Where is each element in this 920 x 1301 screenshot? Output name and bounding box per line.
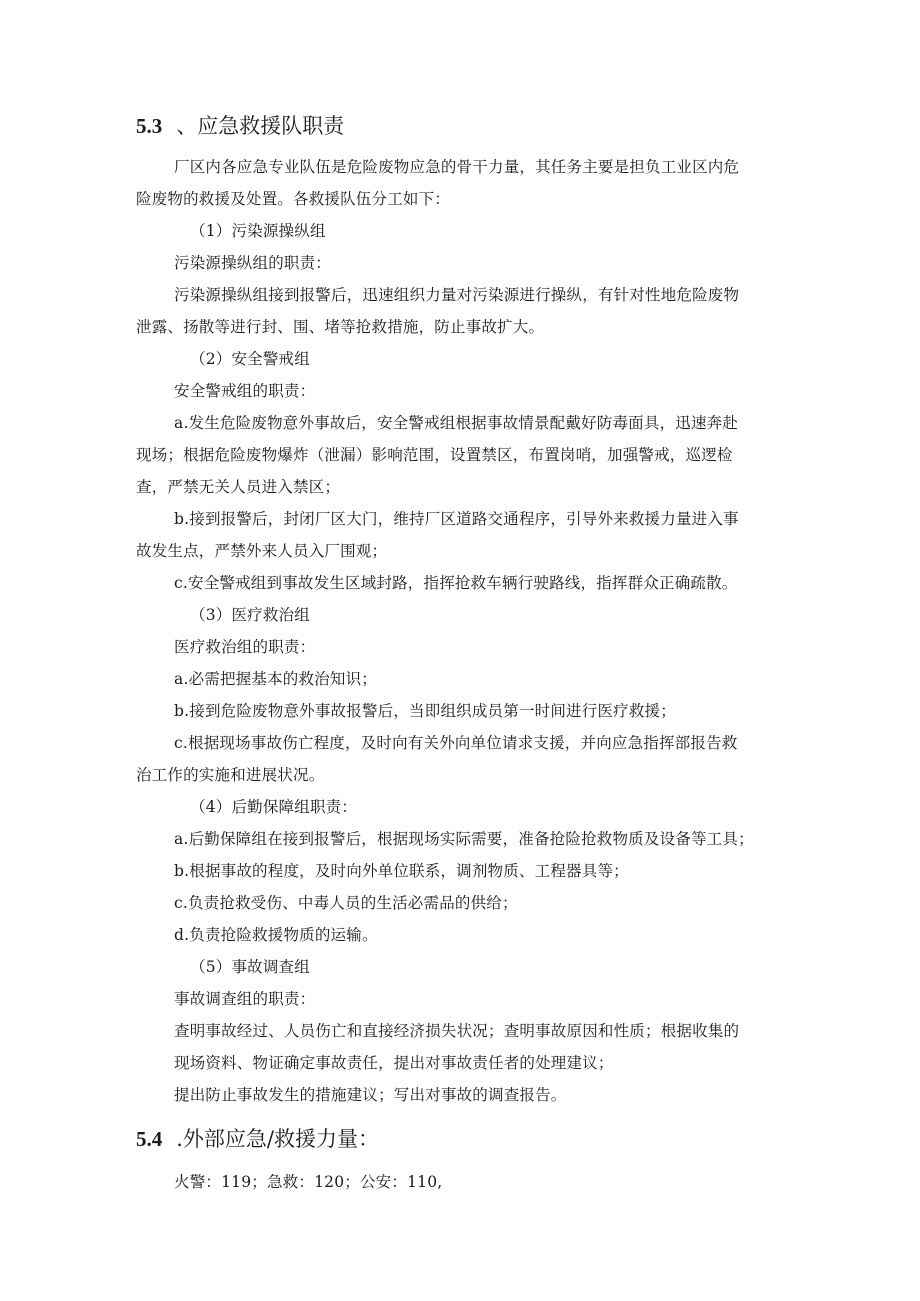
- paragraph-line: c.安全警戒组到事故发生区域封路，指挥抢救车辆行驶路线，指挥群众正确疏散。: [174, 574, 738, 592]
- paragraph-line: a.后勤保障组在接到报警后，根据现场实际需要，准备抢险抢救物质及设备等工具；: [174, 830, 754, 848]
- paragraph-line: 查，严禁无关人员进入禁区；: [136, 478, 341, 496]
- paragraph-line: a.必需把握基本的救治知识；: [174, 670, 377, 688]
- paragraph-line: 厂区内各应急专业队伍是危险废物应急的骨干力量，其任务主要是担负工业区内危: [174, 158, 740, 176]
- subsection-heading: （5）事故调查组: [190, 958, 310, 976]
- paragraph-line: c.负责抢救受伤、中毒人员的生活必需品的供给；: [174, 894, 518, 912]
- paragraph-line: 故发生点，严禁外来人员入厂围观；: [136, 542, 388, 560]
- subsection-heading: （3）医疗救治组: [190, 606, 310, 624]
- paragraph-line: 医疗救治组的职责：: [174, 638, 316, 656]
- paragraph-line: b.接到危险废物意外事故报警后，当即组织成员第一时间进行医疗救援；: [174, 702, 676, 720]
- section-title: .外部应急/救援力量：: [176, 1127, 379, 1151]
- section-heading-5-3: [136, 113, 344, 139]
- paragraph-line: 提出防止事故发生的措施建议；写出对事故的调查报告。: [174, 1086, 567, 1104]
- paragraph-line: b.根据事故的程度，及时向外单位联系，调剂物质、工程器具等；: [174, 862, 629, 880]
- subsection-heading: （2）安全警戒组: [190, 350, 310, 368]
- paragraph-line: 污染源操纵组接到报警后，迅速组织力量对污染源进行操纵，有针对性地危险废物: [174, 286, 740, 304]
- paragraph-line: 现场；根据危险废物爆炸（泄漏）影响范围，设置禁区，布置岗哨，加强警戒，巡逻检: [136, 446, 733, 464]
- subsection-heading: （1）污染源操纵组: [190, 222, 326, 240]
- section-number: 5.3: [136, 114, 163, 138]
- paragraph-line: b.接到报警后，封闭厂区大门，维持厂区道路交通程序，引导外来救援力量进入事: [174, 510, 739, 528]
- paragraph-line: 事故调查组的职责：: [174, 990, 316, 1008]
- paragraph-line: a.发生危险废物意外事故后，安全警戒组根据事故情景配戴好防毒面具，迅速奔赴: [174, 414, 739, 432]
- paragraph-line: 治工作的实施和进展状况。: [136, 766, 325, 784]
- paragraph-line: c.根据现场事故伤亡程度，及时向有关外向单位请求支援，并向应急指挥部报告救: [174, 734, 738, 752]
- paragraph-line: d.负责抢险救援物质的运输。: [174, 926, 378, 944]
- section-heading-5-4: [136, 1126, 379, 1152]
- paragraph-line: 险废物的救援及处置。各救援队伍分工如下：: [136, 190, 451, 208]
- paragraph-line: 现场资料、物证确定事故责任，提出对事故责任者的处理建议；: [174, 1054, 614, 1072]
- subsection-heading: （4）后勤保障组职责：: [190, 798, 358, 816]
- paragraph-line: 污染源操纵组的职责：: [174, 254, 332, 272]
- section-title: 、应急救援队职责: [176, 114, 345, 138]
- section-number: 5.4: [136, 1127, 163, 1151]
- paragraph-line: 安全警戒组的职责：: [174, 382, 316, 400]
- emergency-numbers: 火警：119；急救：120；公安：110,: [174, 1173, 443, 1191]
- paragraph-line: 查明事故经过、人员伤亡和直接经济损失状况；查明事故原因和性质；根据收集的: [174, 1022, 740, 1040]
- paragraph-line: 泄露、扬散等进行封、围、堵等抢救措施，防止事故扩大。: [136, 318, 545, 336]
